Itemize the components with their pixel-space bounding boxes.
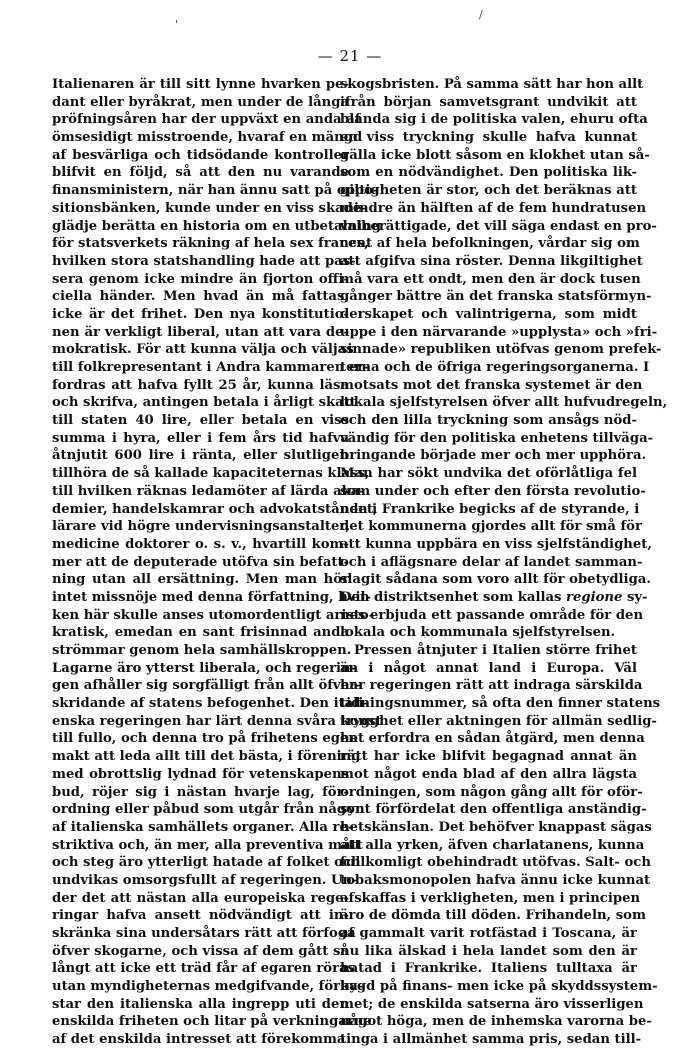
text-line: mokratisk. För att kunna välja och väljas [52,342,354,358]
text-line: skränka sina undersåtars rätt att förfoga [52,926,356,941]
text-line: utan myndigheternas medgifvande, förka- [52,979,364,995]
text-line: lokala sjelfstyrelsen öfver allt hufvudregeln, [340,395,668,411]
text-line: het erfordra en sådan åtgärd, men denna [340,731,645,747]
text-line: nu lika älskad i hela landet som den är [340,943,637,959]
text-line: lokala och kommunala sjelfstyrelsen. [340,625,616,641]
text-line: Pressen åtnjuter i Italien större frihet [354,643,637,658]
text-line: giltigheten är stor, och det beräknas att [340,183,637,199]
text-line: tobaksmonopolen hafva ännu icke kunnat [340,872,651,888]
text-line: der det att nästan alla europeiska rege- [52,890,349,906]
text-line: slagit sådana som voro allt för obetydliga. [340,572,651,588]
text-line: pröfningsåren har der uppväxt en anda af [52,112,361,128]
text-line: och den lilla tryckning som ansågs nöd- [340,413,637,429]
text-line: lärare vid högre undervisningsanstalter, [52,519,350,535]
text-line: blanda sig i de politiska valen, ehuru ofta [340,112,648,128]
text-line: med obrottslig lydnad för vetenskapens [52,766,349,782]
text-line: att kunna uppbära en viss sjelfständighet, [340,536,652,552]
text-line: medicine doktorer o. s. v., hvartill kom- [52,536,349,552]
text-line: Lagarne äro ytterst liberala, och regerin- [52,660,357,676]
text-line: star den italienska alla ingrepp uti den [52,996,349,1012]
text-line: hetskänslan. Det behöfver knappast sägas [340,819,652,835]
text-line: har regeringen rätt att indraga särskilda [340,678,643,694]
text-line: för statsverkets räkning af hela sex francs, [52,236,369,252]
text-line: bygd på finans- men icke på skyddssystem- [340,979,658,995]
text-line: mot något enda blad af den allra lägsta [340,766,637,782]
text-line: ifrån början samvetsgrant undvikit att [340,94,637,110]
text-line: gen afhåller sig sorgfälligt från allt öfver- [52,678,362,694]
text-line: terna och de öfriga regeringsorganerna. I [340,360,650,375]
text-line: nen i Frankrike begicks af de styrande, i [340,501,640,517]
text-line: sinnade» republiken utöfvas genom prefek- [340,342,662,358]
text-line: som en nödvändighet. Den politiska lik- [340,165,637,181]
text-line: ordning eller påbud som utgår från någon [52,802,365,818]
text-line: bud, röjer sig i nästan hvarje lag, för- [52,784,349,800]
text-line: uppe i den närvarande »upplysta» och »fri- [340,324,658,340]
text-line: Italienaren är till sitt lynne hvarken pe- [52,77,349,92]
text-line: gälla icke blott såsom en klokhet utan så- [340,147,650,163]
text-line: bringande började mer och mer upphöra. [340,448,647,464]
text-line: nen är verkligt liberal, utan att vara de- [52,324,349,340]
text-line: skogsbristen. På samma sätt har hon allt [340,77,644,92]
text-line: summa i hyra, eller i fem års tid hafva [52,430,349,446]
text-line: hatad i Frankrike. Italiens tulltaxa är [340,961,637,977]
text-line: derskapet och valintrigerna, som midt [340,306,637,322]
text-line: att afgifva sina röster. Denna likgiltighet [340,253,643,269]
text-line: rätt har icke blifvit begagnad annat än [340,749,637,765]
text-line: ömsesidigt misstroende, hvaraf en mängd [52,130,363,146]
text-line: åtnjutit 600 lire i ränta, eller slutligen [52,448,349,464]
text-line: tinga i allmänhet samma pris, sedan till- [340,1032,642,1048]
text-column-left [52,76,382,1049]
text-line: ken här skulle anses utomordentligt aristo- [52,607,375,623]
text-line: makt att leda allt till det bästa, i förening [52,749,361,765]
text-line: hvilken stora statshandling hade att pas- [52,253,356,269]
text-line: ordningen, som någon gång allt för oför- [340,784,643,800]
text-line: cent af hela befolkningen, vårdar sig om [340,236,640,252]
text-line: striktiva och, än mer, alla preventiva mått [52,837,363,853]
text-line: enska regeringen har lärt denna svåra konst [52,713,382,729]
text-line: äro de dömda till döden. Frihandeln, som [340,908,646,924]
text-line: trygghet eller aktningen för allmän sedlig- [340,713,657,729]
text-line: intet missnöje med denna författning, hvil- [52,589,371,605]
text-line: det kommunerna gjordes allt för små för [340,519,642,535]
text-line: af italienska samhällets organer. Alla re- [52,819,354,835]
text-line: och steg äro ytterligt hatade af folket och [52,855,361,871]
text-line: fullkomligt obehindradt utöfvas. Salt- och [340,855,651,871]
text-line: och skrifva, antingen betala i årligt skatt [52,395,356,411]
text-line: öfver skogarne, och vissa af dem gått så [52,943,349,959]
text-line: än i något annat land i Europa. Väl [340,660,637,676]
text-column-right [340,76,668,1049]
text-line: Den distriktsenhet som kallas regione sy- [340,589,648,605]
text-line: ciella händer. Men hvad än må fattas, [52,289,349,305]
text-line: till fullo, och denna tro på frihetens egen [52,731,358,747]
text-line: met; de enskilda satserna äro visserligen [340,996,644,1012]
text-line: demier, handelskamrar och advokatståndet, [52,501,378,517]
text-line: mer att de deputerade utöfva sin befatt- [52,554,350,570]
text-line: enskilda friheten och litar på verkningarne [52,1014,372,1030]
text-line: tillhöra de så kallade kapaciteternas klass, [52,466,370,482]
text-line: något höga, men de inhemska varorna be- [340,1014,652,1030]
text-line: en viss tryckning skulle hafva kunnat [340,130,637,146]
text-line: till hvilken räknas ledamöter af lärda aka- [52,483,365,499]
text-line: motsats mot det franska systemet är den [340,377,643,393]
text-line: till folkrepresentant i Andra kammaren er- [52,360,370,375]
text-line: glädje berätta en historia om en utbetalning [52,218,381,234]
text-line: icke är det frihet. Den nya konstitutio- [52,306,349,322]
text-line: som under och efter den första revolutio- [340,483,646,499]
text-line: sitionsbänken, kunde under en viss skade- [52,200,367,216]
text-line: Man har sökt undvika det oförlåtliga fel [340,466,637,482]
text-line: af det enskilda intresset att förekomma [52,1032,346,1048]
text-line: ringar hafva ansett nödvändigt att in- [52,908,349,924]
text-line: synt förfördelat den offentliga anständig- [340,802,647,818]
text-line: af gammalt varit rotfästad i Toscana, är [340,926,637,941]
text-line: och i aflägsnare delar af landet samman- [340,554,643,570]
text-line: afskaffas i verkligheten, men i principen [340,890,641,906]
text-line: kratisk, emedan en sant frisinnad anda [52,625,349,641]
text-line: till staten 40 lire, eller betala en viss [52,413,349,429]
text-line: vändig för den politiska enhetens tillväga- [340,430,654,446]
stray-mark-left: ' [175,18,179,31]
text-line: dant eller byråkrat, men under de långa [52,94,349,110]
text-line: valberättigade, det vill säga endast en pro- [340,218,657,234]
text-line: skridande af statens befogenhet. Den itali- [52,696,369,712]
text-line: finansministern, när han ännu satt på oppo- [52,183,379,199]
text-line: långt att icke ett träd får af egaren röras [52,961,355,977]
text-line: nes erbjuda ett passande område för den [340,607,644,623]
text-line: må vara ett ondt, men den är dock tusen [340,271,641,287]
text-line: mindre än hälften af de fem hundratusen [340,200,647,216]
stray-mark-right: / [479,8,483,21]
text-line: blifvit en följd, så att den nu varande [52,165,349,181]
text-line: undvikas omsorgsfullt af regeringen. Un- [52,872,358,888]
text-line: strömmar genom hela samhällskroppen. [52,643,352,658]
text-line: af besvärliga och tidsödande kontroller [52,147,349,163]
text-line: ning utan all ersättning. Men man hör [52,572,349,588]
text-line: fordras att hafva fyllt 25 år, kunna läsa [52,377,349,393]
page-number-header: — 21 — [317,47,383,65]
text-line: sera genom icke mindre än fjorton offi- [52,271,349,287]
text-line: gånger bättre än det franska statsförmyn- [340,289,652,305]
text-line: tidningsnummer, så ofta den finner statens [340,696,661,712]
text-line: att alla yrken, äfven charlatanens, kunna [340,837,645,853]
